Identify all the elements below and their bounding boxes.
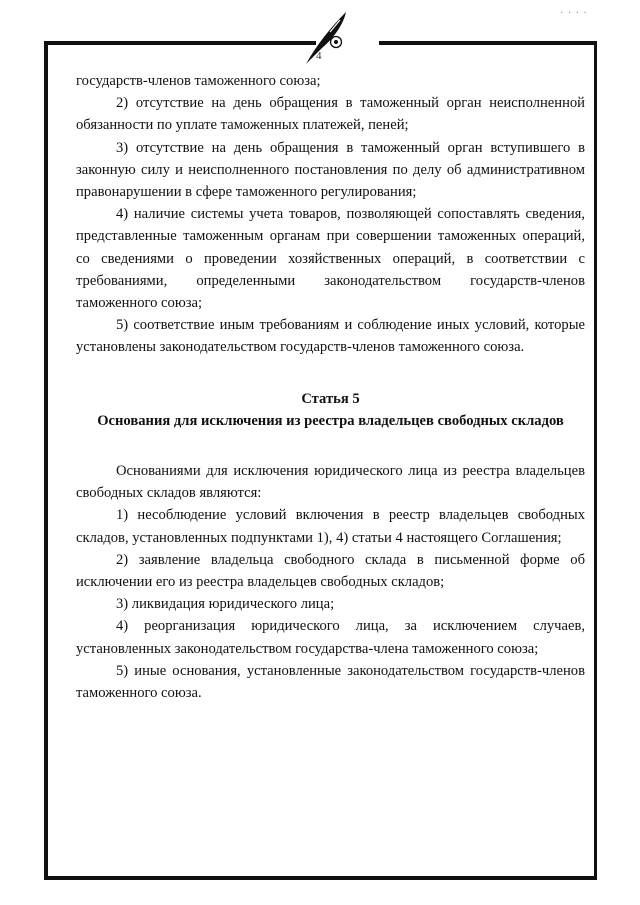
page-frame-left (44, 41, 48, 879)
article4-paragraph-5: 5) соответствие иным требованиям и соблюдение иных условий, которые установлены законодательством государств-членов таможенного союза. (76, 317, 585, 356)
article5-heading: Основания для исключения из реестра владельцев свободных складов (97, 412, 564, 429)
article5-item-4: 4) реорганизация юридического лица, за исключением случаев, установленных законодательством государства-члена таможенного союза; (76, 618, 585, 657)
document-body (76, 70, 585, 704)
feather-emblem-icon (300, 8, 350, 68)
article5-title: Статья 5 (301, 390, 360, 407)
article5-item-5: 5) иные основания, установленные законодательством государств-членов таможенного союза. (76, 662, 585, 702)
article4-paragraph-1: государств-членов таможенного союза; (76, 73, 321, 89)
page-frame-bottom (44, 876, 597, 880)
page-frame-right (594, 41, 597, 879)
article4-paragraph-2: 2) отсутствие на день обращения в таможенный орган неисполненной обязанности по уплате таможенных платежей, пеней; (76, 95, 585, 134)
article5-intro: Основаниями для исключения юридического лица из реестра владельцев свободных складов являются: (76, 463, 585, 502)
article5-item-1: 1) несоблюдение условий включения в реестр владельцев свободных складов, установленных подпунктами 1), 4) статьи 4 настоящего Соглашения; (76, 507, 585, 546)
article4-paragraph-3: 3) отсутствие на день обращения в таможенный орган вступившего в законную силу и неисполненного постановления по делу об административном правонарушении в сфере таможенного регулирования; (76, 139, 585, 201)
page-frame-top-left (47, 41, 316, 45)
page-frame-top-right (379, 41, 596, 45)
article5-item-2: 2) заявление владельца свободного склада в письменной форме об исключении его из реестра владельцев свободных складов; (76, 551, 585, 591)
page-number: 4 (316, 50, 322, 62)
article4-paragraph-4: 4) наличие системы учета товаров, позволяющей сопоставлять сведения, представленные таможенным органам при совершении таможенных операций, со сведениями о проведении хозяйственных операций, в соответствии с требованиями, определенными законодательством государств-членов таможенного союза; (76, 206, 585, 312)
scan-artifact-dots: · · · · (560, 8, 588, 19)
article5-item-3: 3) ликвидация юридического лица; (116, 596, 335, 613)
